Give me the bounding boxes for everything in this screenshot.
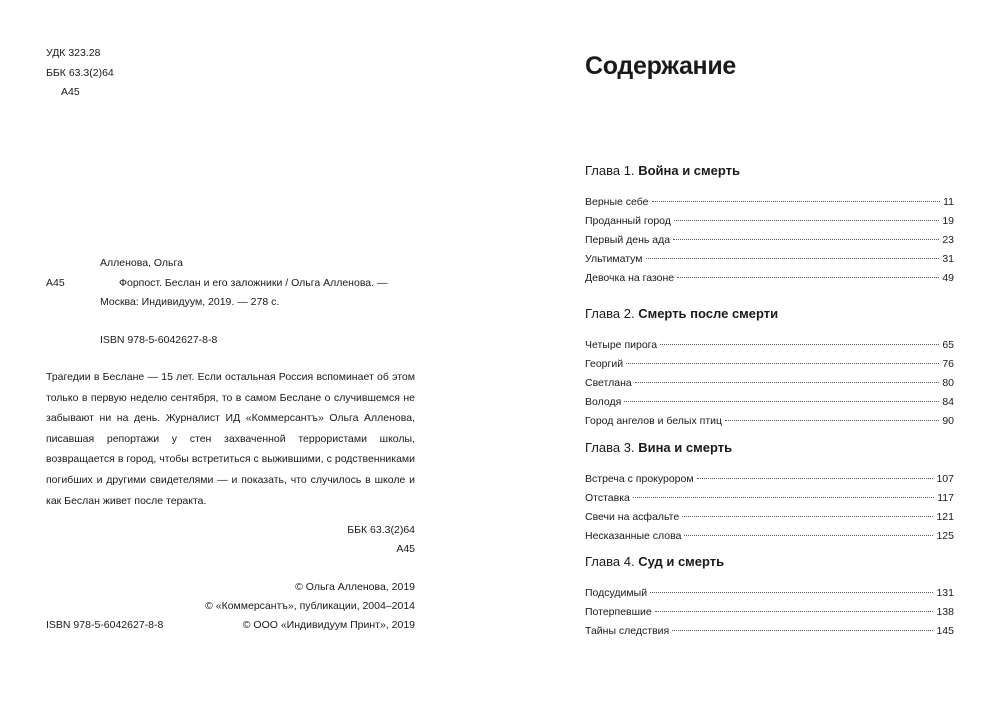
toc-entry[interactable]: Георгий 76: [585, 358, 954, 370]
dot-leader: [682, 516, 933, 517]
toc-entry[interactable]: Ультиматум 31: [585, 253, 954, 265]
bbk-code: ББК 63.3(2)64: [46, 67, 114, 79]
dot-leader: [677, 277, 939, 278]
dot-leader: [652, 201, 941, 202]
dot-leader: [646, 258, 940, 259]
dot-leader: [655, 611, 934, 612]
toc-entry[interactable]: Светлана 80: [585, 377, 954, 389]
dot-leader: [626, 363, 939, 364]
toc-entry[interactable]: Первый день ада 23: [585, 234, 954, 246]
bbk-bottom: ББК 63.3(2)64: [347, 524, 415, 536]
author-name: Алленова, Ольга: [100, 257, 183, 269]
chapter-heading: Глава 1. Война и смерть: [585, 163, 741, 178]
dot-leader: [633, 497, 934, 498]
chapter-4: [585, 554, 954, 641]
chapter-2: [585, 306, 954, 431]
dot-leader: [650, 592, 933, 593]
toc-entry[interactable]: Потерпевшие 138: [585, 606, 954, 618]
isbn-bottom: ISBN 978-5-6042627-8-8: [46, 619, 164, 631]
author-mark: А45: [61, 86, 80, 98]
copyright-publisher: © ООО «Индивидуум Принт», 2019: [242, 619, 415, 631]
dot-leader: [674, 220, 939, 221]
book-description-line1: Форпост. Беслан и его заложники / Ольга Алленова. —: [119, 277, 388, 289]
copyright-author: © Ольга Алленова, 2019: [295, 581, 415, 593]
dot-leader: [635, 382, 940, 383]
toc-title: Содержание: [585, 52, 737, 80]
toc-entry[interactable]: Свечи на асфальте 121: [585, 511, 954, 523]
toc-entry[interactable]: Отставка 117: [585, 492, 954, 504]
dot-leader: [673, 239, 939, 240]
chapter-1: [585, 163, 954, 288]
toc-entry[interactable]: Тайны следствия 145: [585, 625, 954, 637]
toc-entry[interactable]: Встреча с прокурором 107: [585, 473, 954, 485]
toc-entry[interactable]: Девочка на газоне 49: [585, 272, 954, 284]
dot-leader: [672, 630, 933, 631]
chapter-heading: Глава 3. Вина и смерть: [585, 440, 733, 455]
toc-entry[interactable]: Верные себе 11: [585, 196, 954, 208]
toc-entry[interactable]: Подсудимый 131: [585, 587, 954, 599]
dot-leader: [697, 478, 934, 479]
chapter-3: [585, 440, 954, 546]
right-page: [500, 0, 1000, 712]
book-description-line2: Москва: Индивидуум, 2019. — 278 с.: [100, 296, 280, 308]
toc-entry[interactable]: Несказанные слова 125: [585, 530, 954, 542]
dot-leader: [660, 344, 939, 345]
dot-leader: [725, 420, 939, 421]
chapter-heading: Глава 4. Суд и смерть: [585, 554, 725, 569]
copyright-kommersant: © «Коммерсантъ», публикации, 2004–2014: [205, 600, 415, 612]
toc-entry[interactable]: Четыре пирога 65: [585, 339, 954, 351]
toc-entry[interactable]: Володя 84: [585, 396, 954, 408]
annotation: Трагедии в Беслане — 15 лет. Если остальная Россия вспоминает об этом только в первую неделю сентября, то в самом Беслане о случившемся не забывают ни на день. Журналист ИД «Коммерсантъ» Ольга Алленова, писавшая репортажи у стен захваченной террористами школы, возвращается в город, чтобы встретиться с выжившими, с родственниками погибших и другими свидетелями — и показать, что случилось в школе и как Беслан живет после теракта.: [46, 371, 415, 507]
mark-bottom: А45: [396, 543, 415, 555]
toc-entry[interactable]: Город ангелов и белых птиц 90: [585, 415, 954, 427]
isbn-card: ISBN 978-5-6042627-8-8: [100, 334, 218, 346]
dot-leader: [684, 535, 933, 536]
toc-entry[interactable]: Проданный город 19: [585, 215, 954, 227]
udk-code: УДК 323.28: [46, 47, 101, 59]
chapter-heading: Глава 2. Смерть после смерти: [585, 306, 779, 321]
dot-leader: [624, 401, 939, 402]
card-mark: А45: [46, 277, 65, 289]
